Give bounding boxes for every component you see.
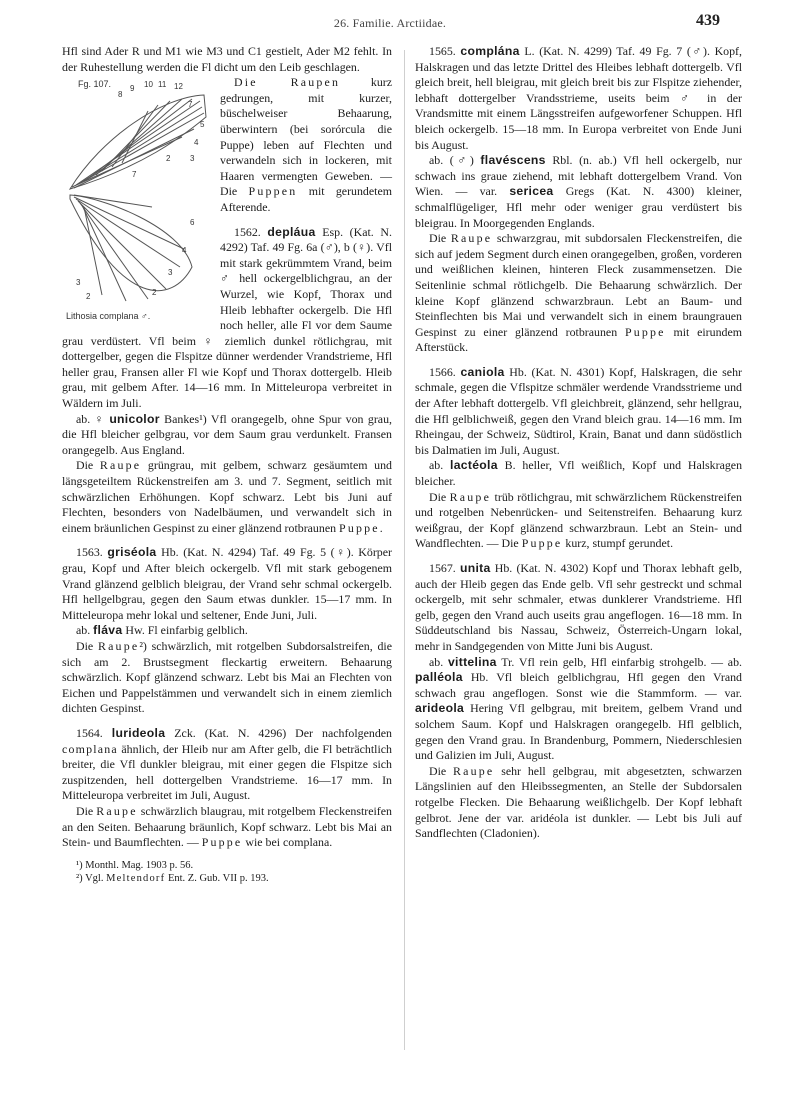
species-1565: 1565. complána L. (Kat. N. 4299) Taf. 49 Fg. 7 (♂). Kopf, Halskragen und das letzte Drittel des Hleibes lebhaft dottergelb. Vfl gleich breit, hell bleigrau, mit gleich breit bis zur Flspitze ziehender, lebhaft dottergelber Vrandsstrieme, useits beim ♂ in der Vrandsmitte mit einem Längsstreifen aufgeworfener Schuppen. Hfl bleich ockergelb. 15—18 mm. In Europa verbreitet von Ende Juni bis August. [415,44,742,152]
vein-label: 3 [190,154,195,164]
wing-venation-drawing [62,77,212,309]
aberration-lacteola: ab. lactéola B. heller, Vfl weißlich, Kopf und Halskragen bleicher. [415,458,743,489]
raupe-1562: Die Raupe grüngrau, mit gelbem, schwarz gesäumtem und längsgeteiltem Rückenstreifen am 3. und 7. Segment, seitlich mit schwärzlichen Erhöhungen. Kopf schwarz. Lebt bis Juni auf Flechten, besonders von Nadelbäumen, und verwandelt sich in einem bräunlichen Gespinst zu einer glänzend rotbraunen Puppe. [62,458,392,535]
species-name: lurideola [111,725,166,740]
vein-label: 6 [190,218,195,228]
raupe-1564: Die Raupe schwärzlich blaugrau, mit rotgelbem Fleckenstreifen an den Seiten. Behaarung bräunlich, Kopf schwarz. Lebt bis Mai an Stein- und Baumflechten. — Puppe wie bei complana. [62,803,392,850]
paragraph-venation: Hfl sind Ader R und M1 wie M3 und C1 gestielt, Ader M2 fehlt. In der Ruhestellung werden die Fl dicht um den Leib geschlagen. [62,44,392,74]
vein-label: 10 [144,80,153,90]
vein-label: 2 [166,154,171,164]
vein-label: 2 [86,292,91,302]
figure-label: Fg. 107. [78,79,112,90]
running-title: 26. Familie. Arctiidae. [333,16,447,30]
raupe-1567: Die Raupe sehr hell gelbgrau, mit abgesetzten, schwarzen Längslinien auf den Hleibssegmenten, an Stelle der Subdorsalen rotgelbe Flecken. Die Behaarung weißlichgelb. Der Kopf lebhaft gelbrot. Jene der var. aridéola ist dunkler. — Lebt bis Juli auf Sandflechten (Cladonien). [415,763,742,841]
right-column [415,44,742,842]
vein-label: 8 [118,90,123,100]
left-column [62,44,392,885]
species-1567: 1567. unita Hb. (Kat. N. 4302) Kopf und Thorax lebhaft gelb, auch der Hleib gegen das Ende gelb. Vfl sehr gestreckt und schmal ockergelb, mit sehr schmaler, etwas dunklerer Vrandstrieme. Hfl gelb, gegen den Vrand auch useits grau angeflogen. 16—18 mm. In Süddeutschland bis Nassau, Schweiz, Österreich-Ungarn lokal, mehr in Sandgegenden von Mitte Juni bis August. [415,561,742,653]
column-divider [404,50,405,1050]
page-header [60,12,720,38]
species-name: complána [460,44,520,58]
vein-label: 7 [188,100,193,110]
aberration-unicolor: ab. ♀ unicolor Bankes¹) Vfl orangegelb, ohne Spur von grau, die Hfl bleicher gelbgrau, vor dem Saum grau verdunkelt. Fransen orangegelb. Aus England. [62,411,392,457]
figure-caption: Lithosia complana ♂. [66,311,151,322]
species-name: depláua [267,224,316,239]
page-number: 439 [696,12,720,29]
raupe-1566: Die Raupe trüb rötlichgrau, mit schwärzlichem Rückenstreifen und rotgelben Nebenrücken- und Seitenstreifen. Behaarung kurz weißgrau, der Kopf glänzend schwarzbraun. Lebt an Stein- und Wandflechten. — Die Puppe kurz, stumpf gerundet. [415,489,742,551]
footnote-1: ¹) Monthl. Mag. 1903 p. 56. [76,859,194,871]
species-name: unita [459,561,491,575]
aberration-flavescens: ab. (♂) flavéscens Rbl. (n. ab.) Vfl hell ockergelb, nur schwach ins graue ziehend, mit lebhaft dottergelbem Vrand. Von Wien. — var. sericea Gregs (Kat. N. 4300) kleiner, schmalflügeliger, Hfl mehr oder weniger grau verdüstert bis bleigrau. In Moorgegenden Englands. [415,153,742,230]
vein-label: 12 [174,82,183,92]
vein-label: 3 [76,278,81,288]
vein-label: 4 [182,246,187,256]
footnote-2: ²) Vgl. Meltendorf Ent. Z. Gub. VII p. 193. [76,872,269,884]
vein-label: 4 [194,138,199,148]
species-name: caniola [460,364,505,379]
vein-label: 3 [168,268,173,278]
aberration-flava: ab. fláva Hw. Fl einfarbig gelblich. [76,623,248,638]
vein-label: 7 [132,170,137,180]
paragraph-raupen-intro: Die Raupen kurz gedrungen, mit kurzer, büschelweiser Behaarung, überwintern (bei sorórcula die Puppe) leben auf Flechten und verwandeln sich in lockeren, mit Haaren vermengten Geweben. — Die Puppen mit gerundetem Afterende. [220,75,392,214]
species-name: griséola [107,545,157,560]
figure-wing-venation [62,77,212,323]
footnotes [62,859,392,885]
raupe-1565: Die Raupe schwarzgrau, mit subdorsalen Fleckenstreifen, die sich auf jedem Segment durch einen orangegelben, großen, vorderen und weißlichen kleinen, hinteren Fleck zusammensetzen. Die Seitenlinie schmal rötlichgelb. Die Behaarung schwärzlich. Der kleine Kopf glänzend schwarzbraun. Lebt an Baum- und Steinflechten bis Mai und verwandelt sich in einem braungrauen Gespinst zu einer glänzend rotbraunen Puppe mit eirundem Afterstück. [415,231,742,355]
species-1562: 1562. depláua Esp. (Kat. N. 4292) Taf. 49 Fg. 6a (♂), b (♀). Vfl mit stark gekrümmtem Vrand, beim ♂ hell ockergelblichgrau, an der Wurzel, wie Kopf, Thorax und Hleib lebhafter ockergelb. Die Hfl noch heller, alle Fl vor dem Saume grau verdüstert. Vfl beim ♀ ziemlich dunkel rötlichgrau, mit dottergelber, gegen die Flspitze dünner werdender Vrandstrieme, Hfl heller grau, Fransen aller Fl wie Kopf und Thorax dottergelb. Hleib grau, mit gelbem After. 14—16 mm. In Mitteleuropa verbreitet in Wäldern im Juli. [62,224,392,411]
raupe-1563: Die Raupe²) schwärzlich, mit rotgelben Subdorsalstreifen, die sich am 2. Brustsegment fleckartig erweitern. Behaarung schwärzlich. Kopf glänzend schwarz. Lebt bis Mai an Flechten von Eichen und Pappelstämmen und verwandelt sich in einem ziemlich dichten Gespinst. [62,638,392,716]
species-1564: 1564. lurideola Zck. (Kat. N. 4296) Der nachfolgenden complana ähnlich, der Hleib nur am After gelb, die Fl beträchtlich breiter, die Vfl dunkler bleigrau, mit einer gegen die Flspitze sich zuspitzenden, hell dottergelben Vrandstrieme. 16—17 mm. In Mitteleuropa verbreitet im Juli, August. [62,725,392,803]
vein-label: 9 [130,84,135,94]
vein-label: 5 [200,120,205,130]
vein-label: 11 [158,80,167,90]
species-1566: 1566. caniola Hb. (Kat. N. 4301) Kopf, Halskragen, die sehr schmale, gegen die Vflspitze schmäler werdende Vrandsstrieme und der After lebhaft dottergelb. Vfl gleichbreit, glänzend, sehr hellgrau, die Hfl gelblichweiß, gegen den Vrand bleich grau. 14—16 mm. Im Rheingau, der Schweiz, Südtirol, Krain, Banat und dann südöstlich bis Dalmatien im Juli, August. [415,364,742,457]
vein-label: 2 [152,288,157,298]
species-1563: 1563. griséola Hb. (Kat. N. 4294) Taf. 49 Fg. 5 (♀). Körper grau, Kopf und After bleich ockergelb. Vfl mit stark gebogenem Vrand glänzend gelblich bleigrau, der Vrand sehr schmal ockergelb. Hfl hellgelbgrau, gegen den Saum etwas dunkler. 15—17 mm. In Mitteleuropa mehr lokal und seltener, Ende Juni, Juli. [62,545,392,622]
aberrations-unita: ab. vittelina Tr. Vfl rein gelb, Hfl einfarbig strohgelb. — ab. palléola Hb. Vfl bleich gelblichgrau, Hfl gegen den Vrand schwach grau angeflogen. Sonst wie die Stammform. — var. arideola Hering Vfl gelbgrau, mit breitem, gelbem Vrand und solchem Saum. Kopf und Halskragen orangegelb. Hfl gelblich, gegen den Vrand grau. In Brandenburg, Pommern, Niederschlesien und Galizien im Juli, August. [415,654,742,763]
